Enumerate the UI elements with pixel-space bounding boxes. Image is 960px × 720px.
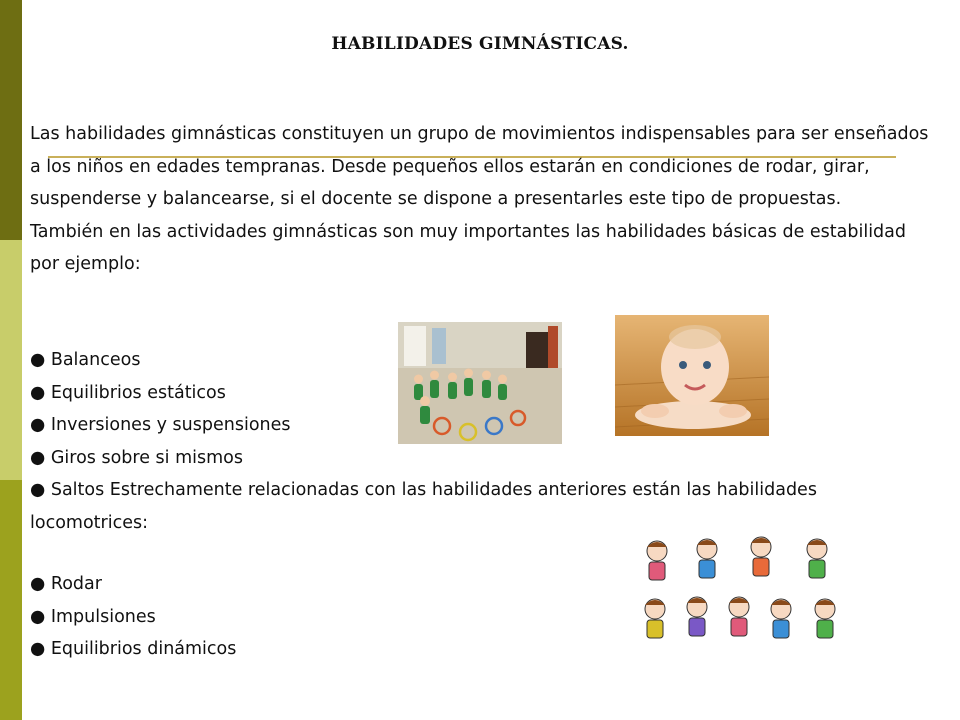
cartoon-children-illustration: [635, 535, 850, 660]
sidebar-accent: [0, 0, 22, 720]
list-item: ● Equilibrios dinámicos: [30, 639, 237, 659]
list-item: ● Inversiones y suspensiones: [30, 415, 291, 435]
gym-children-photo: [398, 322, 562, 444]
intro-paragraph-1: Las habilidades gimnásticas constituyen un grupo de movimientos indispensables para ser enseñados a los niños en edades tempranas. Desde pequeños ellos estarán en condiciones de rodar, girar, suspenderse y balancearse, si el docente se dispone a presentarles este tipo de propuestas.: [30, 124, 929, 209]
list-item: ● Impulsiones: [30, 606, 156, 627]
locomotor-skills-list: [30, 568, 630, 666]
baby-photo: [615, 315, 769, 436]
list-item: ● Rodar: [30, 574, 102, 594]
list-item: ● Saltos Estrechamente relacionadas con las habilidades anteriores están las habilidades locomotrices:: [30, 480, 817, 533]
sidebar-segment-bottom: [0, 480, 22, 720]
intro-text: [30, 118, 930, 281]
list-item: ● Equilibrios estáticos: [30, 382, 226, 403]
list-item: ● Giros sobre si mismos: [30, 447, 243, 468]
page-title: HABILIDADES GIMNÁSTICAS.: [331, 34, 629, 54]
sidebar-segment-middle: [0, 240, 22, 480]
list-item: ● Balanceos: [30, 350, 141, 370]
intro-paragraph-2: También en las actividades gimnásticas son muy importantes las habilidades básicas de estabilidad por ejemplo:: [30, 221, 906, 274]
